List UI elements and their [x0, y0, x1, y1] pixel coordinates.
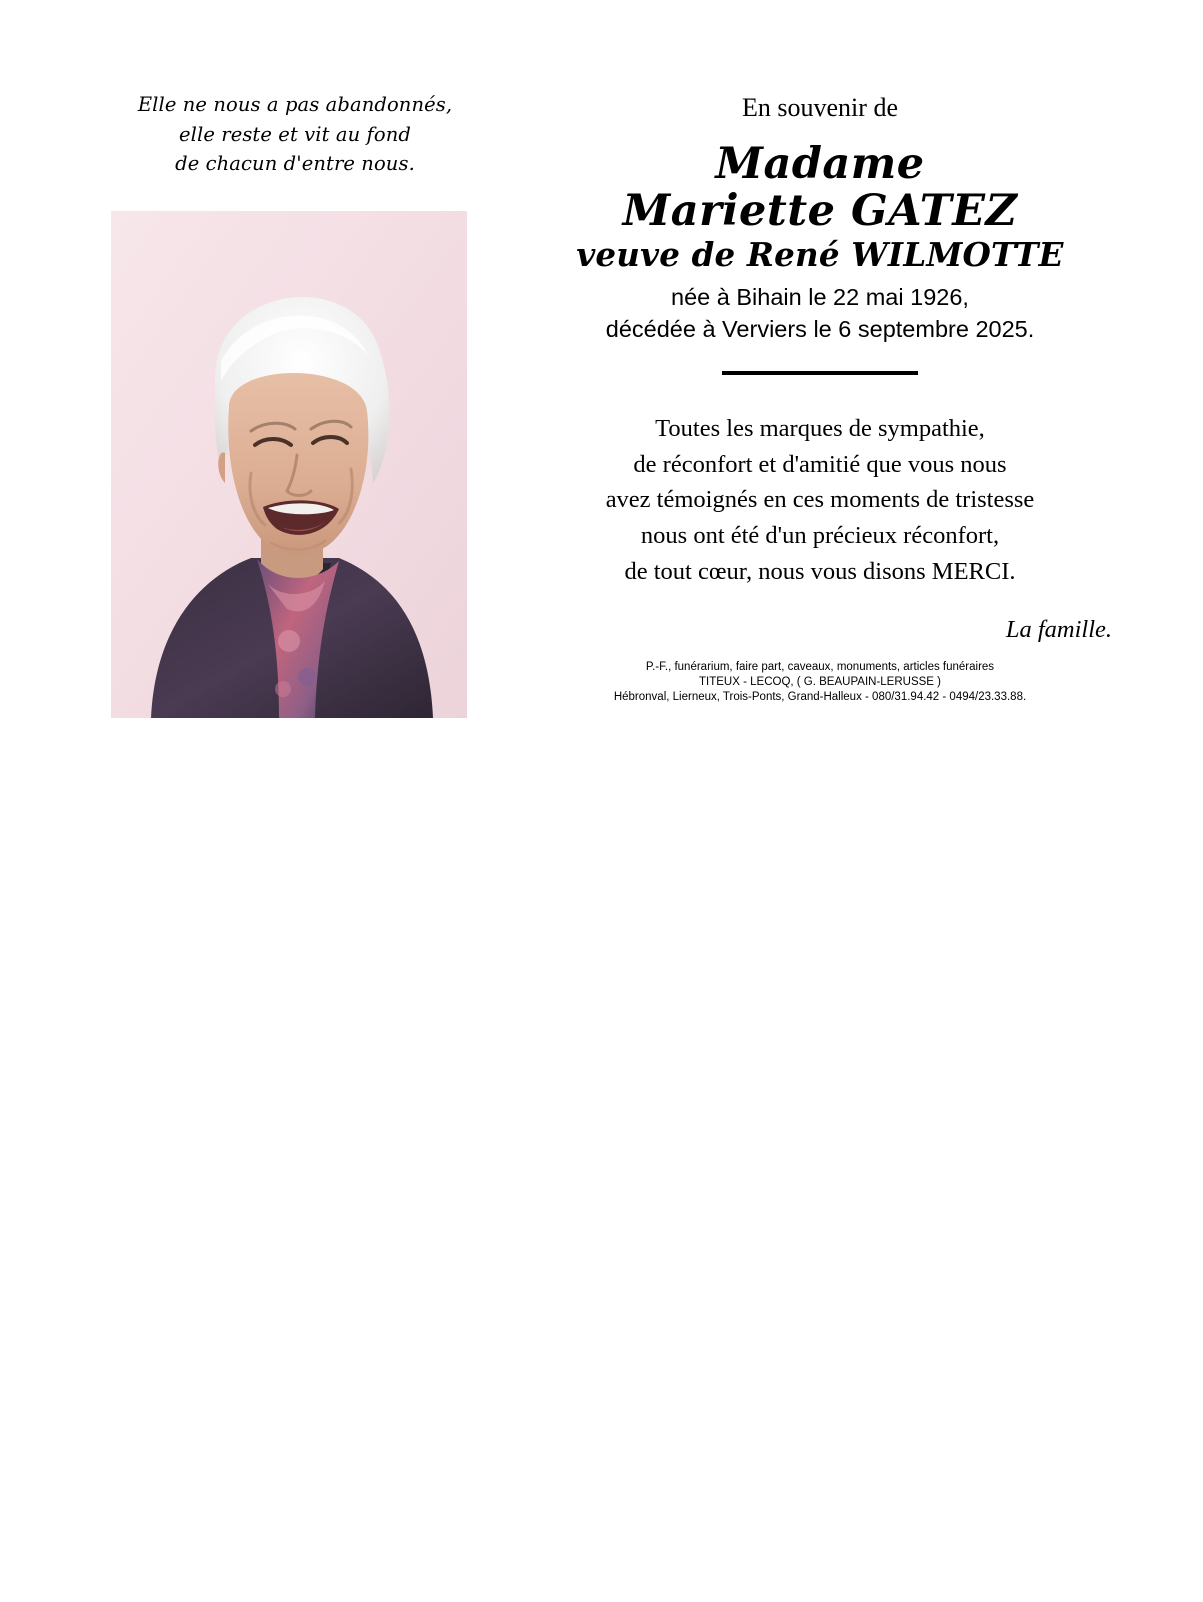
- thanks-line-5: de tout cœur, nous vous disons MERCI.: [624, 557, 1016, 585]
- thanks-line-4: nous ont été d'un précieux réconfort,: [640, 522, 1000, 550]
- memorial-card: [0, 0, 1203, 780]
- deceased-name: Mariette GATEZ: [622, 185, 1018, 236]
- signature: La famille.: [1005, 615, 1112, 643]
- thanks-line-1: Toutes les marques de sympathie,: [655, 414, 985, 442]
- portrait-photo: [111, 211, 467, 718]
- epitaph-line-1: Elle ne nous a pas abandonnés,: [137, 93, 453, 116]
- thanks-line-2: de réconfort et d'amitié que vous nous: [633, 450, 1007, 478]
- epitaph-line-3: de chacun d'entre nous.: [175, 152, 415, 176]
- thanks-text: [520, 411, 1120, 590]
- widow-line: veuve de René WILMOTTE: [576, 235, 1064, 275]
- divider: [520, 371, 1120, 381]
- divider-rule: [722, 371, 918, 375]
- thanks-line-3: avez témoignés en ces moments de tristesse: [605, 486, 1035, 514]
- epitaph-text: [110, 90, 480, 179]
- portrait-image: [111, 211, 467, 718]
- death-info: décédée à Verviers le 6 septembre 2025.: [605, 315, 1035, 342]
- title-madame: Madame: [715, 139, 925, 190]
- memorial-text-block: [520, 92, 1120, 644]
- memory-intro: En souvenir de: [742, 93, 898, 122]
- birth-info: née à Bihain le 22 mai 1926,: [671, 284, 969, 311]
- footer-line-2: TITEUX - LECOQ, ( G. BEAUPAIN-LERUSSE ): [699, 676, 941, 689]
- footer-line-1: P.-F., funérarium, faire part, caveaux, monuments, articles funéraires: [645, 661, 995, 673]
- epitaph-block: [110, 90, 480, 179]
- funeral-home-footer: [520, 660, 1120, 706]
- epitaph-line-2: elle reste et vit au fond: [179, 122, 411, 146]
- footer-line-3: Hébronval, Lierneux, Trois-Ponts, Grand-Halleux - 080/31.94.42 - 0494/23.33.88.: [613, 691, 1027, 704]
